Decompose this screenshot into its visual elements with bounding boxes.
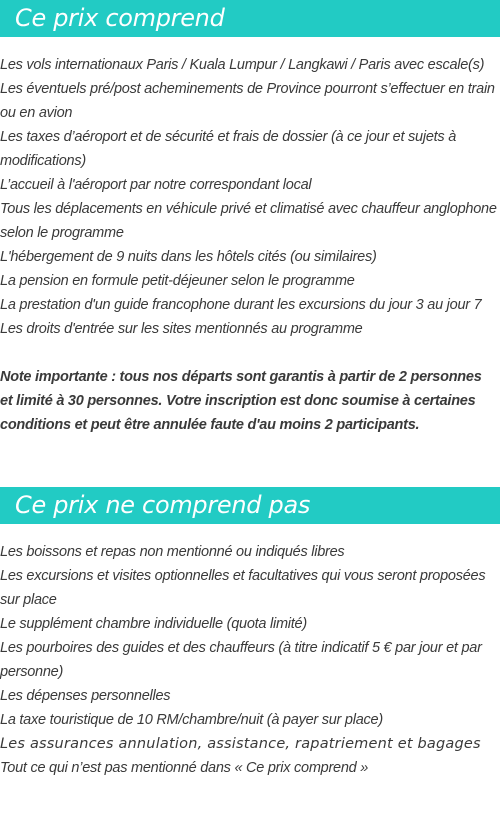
list-item: L’accueil à l'aéroport par notre correspondant local: [0, 177, 312, 193]
includes-list: [0, 53, 500, 341]
list-item: Tous les déplacements en véhicule privé et climatisé avec chauffeur anglophone selon le programme: [0, 201, 497, 241]
list-item: Les éventuels pré/post acheminements de Province pourront s’effectuer en train ou en avion: [0, 81, 495, 121]
list-item: Le supplément chambre individuelle (quota limité): [0, 616, 307, 632]
list-item: Les pourboires des guides et des chauffeurs (à titre indicatif 5 € par jour et par personne): [0, 640, 482, 680]
list-item: La pension en formule petit-déjeuner selon le programme: [0, 273, 355, 289]
list-item: Les taxes d’aéroport et de sécurité et frais de dossier (à ce jour et sujets à modifications): [0, 129, 457, 169]
list-item: Les dépenses personnelles: [0, 688, 171, 704]
list-item: La prestation d'un guide francophone durant les excursions du jour 3 au jour 7: [0, 297, 482, 313]
excludes-list: [0, 540, 500, 780]
list-item: Les boissons et repas non mentionné ou indiqués libres: [0, 544, 345, 560]
list-item: Les excursions et visites optionnelles et facultatives qui vous seront proposées sur place: [0, 568, 486, 608]
includes-section-title: Ce prix comprend: [0, 0, 500, 37]
list-item: Les droits d'entrée sur les sites mentionnés au programme: [0, 321, 363, 337]
list-item: Tout ce qui n’est pas mentionné dans « Ce prix comprend »: [0, 760, 369, 776]
list-item: Les vols internationaux Paris / Kuala Lumpur / Langkawi / Paris avec escale(s): [0, 57, 485, 73]
list-item: L'hébergement de 9 nuits dans les hôtels cités (ou similaires): [0, 249, 377, 265]
list-item: La taxe touristique de 10 RM/chambre/nuit (à payer sur place): [0, 712, 383, 728]
excludes-section-title: Ce prix ne comprend pas: [0, 487, 500, 524]
important-note: Note importante : tous nos départs sont garantis à partir de 2 personnes et limité à 30 personnes. Votre inscription est donc soumise à certaines conditions et peut être annulée faute d'au moins 2 participants.: [0, 369, 482, 433]
list-item: Les assurances annulation, assistance, rapatriement et bagages: [0, 736, 481, 752]
